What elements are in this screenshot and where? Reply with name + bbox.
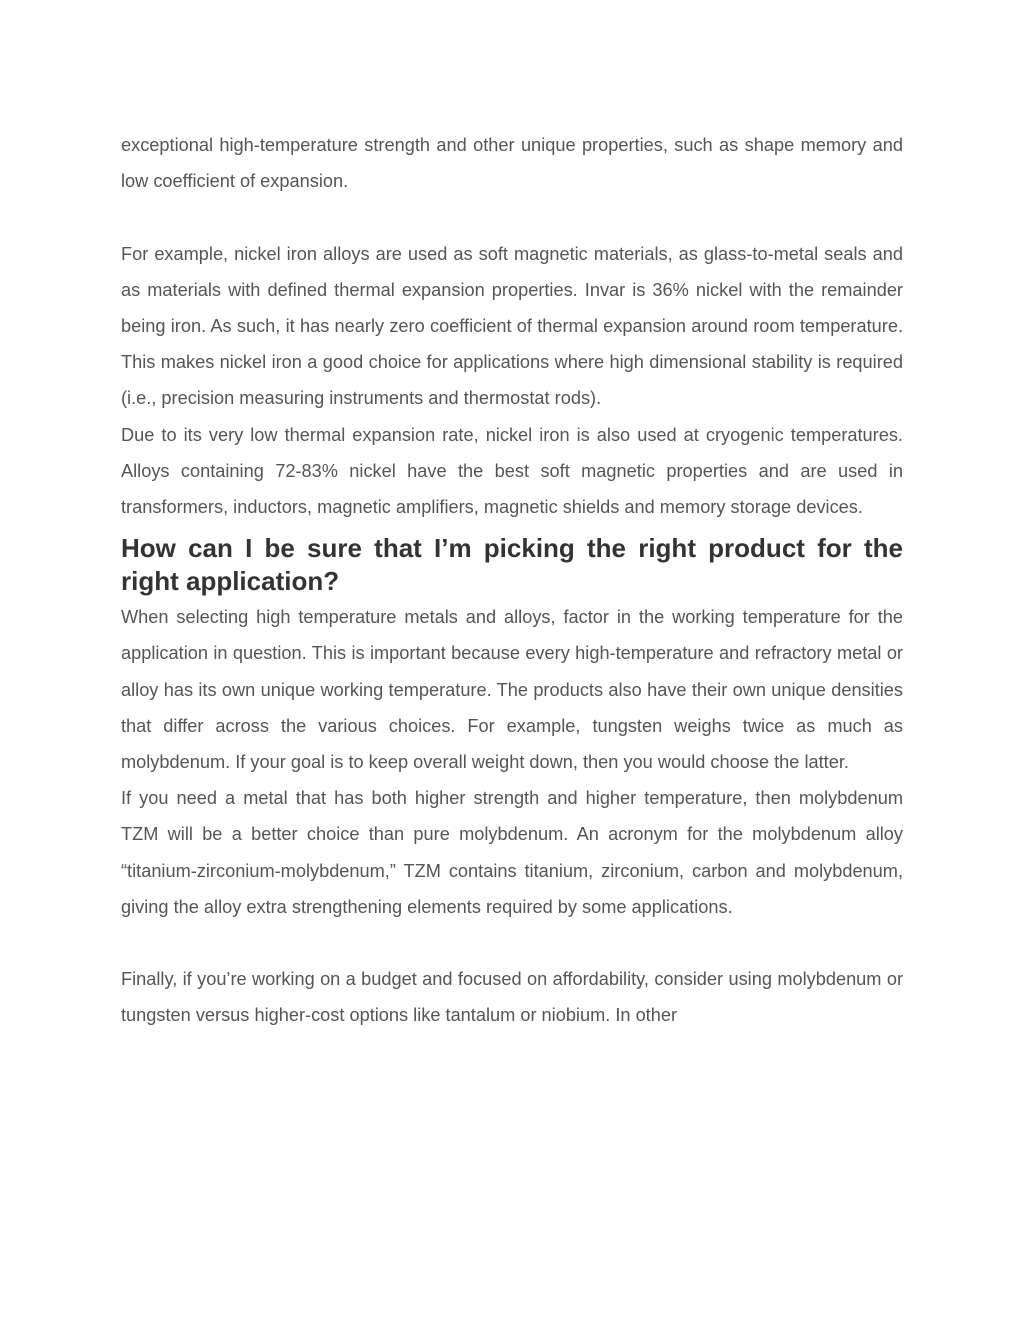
- paragraph-working-temperature: When selecting high temperature metals and alloys, factor in the working temperature for the application in question. This is important because every high-temperature and refractory metal or alloy has its own unique working temperature. The products also have their own unique densities that differ across the various choices. For example, tungsten weighs twice as much as molybdenum. If your goal is to keep overall weight down, then you would choose the latter.: [121, 607, 903, 773]
- paragraph-budget: Finally, if you’re working on a budget and focused on affordability, consider using molybdenum or tungsten versus higher-cost options like tantalum or niobium. In other: [121, 969, 903, 1026]
- paragraph-spacer: [121, 925, 903, 961]
- paragraph-cryogenic: Due to its very low thermal expansion rate, nickel iron is also used at cryogenic temperatures. Alloys containing 72-83% nickel have the best soft magnetic properties and are used in transformers, inductors, magnetic amplifiers, magnetic shields and memory storage devices.: [121, 424, 903, 518]
- paragraph-tzm: If you need a metal that has both higher strength and higher temperature, then molybdenum TZM will be a better choice than pure molybdenum. An acronym for the molybdenum alloy “titanium-zirconium-molybdenum,” TZM contains titanium, zirconium, carbon and molybdenum, giving the alloy extra strengthening elements required by some applications.: [121, 788, 903, 917]
- paragraph-nickel-iron-uses: For example, nickel iron alloys are used as soft magnetic materials, as glass-to-metal seals and as materials with defined thermal expansion properties. Invar is 36% nickel with the remainder being iron. As such, it has nearly zero coefficient of thermal expansion around room temperature. This makes nickel iron a good choice for applications where high dimensional stability is required (i.e., precision measuring instruments and thermostat rods).: [121, 243, 903, 409]
- paragraph-properties: exceptional high-temperature strength and other unique properties, such as shape memory and low coefficient of expansion.: [121, 135, 903, 192]
- document-page: [121, 127, 903, 1034]
- section-heading: How can I be sure that I’m picking the right product for the right application?: [121, 533, 903, 596]
- paragraph-spacer: [121, 199, 903, 235]
